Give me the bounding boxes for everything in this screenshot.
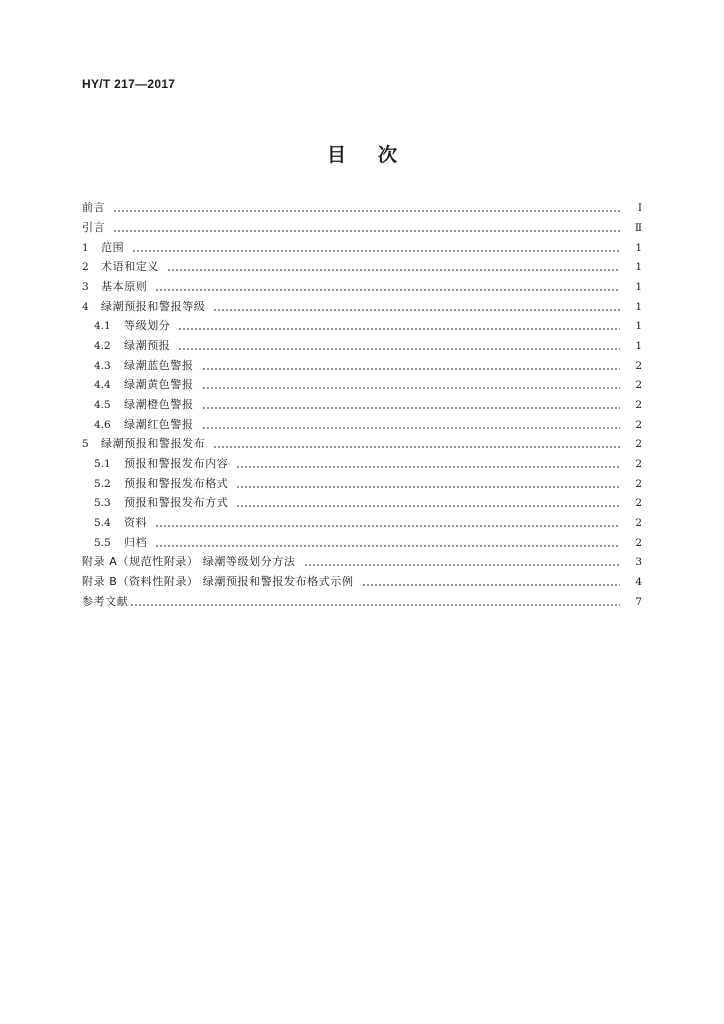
- toc-entry-number: 4.6: [94, 418, 111, 431]
- toc-entry[interactable]: [82, 454, 642, 474]
- toc-entry-label: 参考文献: [82, 594, 129, 608]
- toc-dot-leader: [178, 339, 620, 353]
- toc-entry-number: 5.5: [94, 536, 111, 549]
- toc-entry-label: 预报和警报发布方式: [124, 496, 229, 509]
- toc-entry-number: 4.4: [94, 379, 111, 391]
- toc-entry-number: 4.1: [94, 320, 111, 332]
- toc-entry-label: 预报和警报发布格式: [124, 476, 229, 490]
- toc-entry-label: 附录 B（资料性附录） 绿潮预报和警报发布格式示例: [82, 575, 354, 588]
- toc-dot-leader: [202, 418, 620, 432]
- toc-entry[interactable]: [82, 238, 642, 257]
- toc-entry-label: 术语和定义: [101, 260, 159, 273]
- toc-entry[interactable]: [82, 198, 642, 218]
- toc-entry-number: 1: [82, 241, 89, 254]
- toc-entry-page: 3: [635, 556, 642, 568]
- toc-entry-label: 前言: [82, 201, 106, 214]
- toc-entry-page: 4: [635, 576, 642, 588]
- toc-entry[interactable]: [82, 474, 642, 493]
- toc-entry-page: 2: [635, 458, 642, 470]
- toc-entry[interactable]: [82, 336, 642, 356]
- toc-entry[interactable]: [82, 297, 642, 316]
- toc-entry[interactable]: [82, 218, 642, 238]
- toc-title: 目次: [326, 144, 429, 166]
- toc-entry[interactable]: [82, 316, 642, 336]
- toc-entry[interactable]: [82, 552, 642, 572]
- toc-entry[interactable]: [82, 257, 642, 277]
- toc-entry[interactable]: [82, 277, 642, 297]
- toc-entry-label: 绿潮预报: [124, 339, 171, 352]
- toc-dot-leader: [236, 477, 620, 491]
- toc-dot-leader: [213, 437, 620, 451]
- toc-dot-leader: [130, 595, 620, 609]
- toc-entry-label: 资料: [124, 516, 148, 529]
- toc-dot-leader: [236, 496, 620, 510]
- toc-dot-leader: [202, 398, 620, 412]
- toc-entry-page: 1: [635, 281, 642, 293]
- toc-entry-page: 1: [635, 320, 642, 332]
- toc-entry-number: 5.3: [94, 497, 111, 509]
- toc-entry-number: 5.4: [94, 517, 111, 529]
- toc-dot-leader: [362, 575, 620, 589]
- toc-entry-label: 附录 A（规范性附录） 绿潮等级划分方法: [82, 555, 296, 568]
- toc-entry-label: 等级划分: [124, 319, 171, 332]
- toc-entry-page: 1: [635, 340, 642, 352]
- toc-entry[interactable]: [82, 592, 642, 611]
- toc-entry-page: 1: [635, 241, 642, 254]
- toc-entry-page: 2: [635, 536, 642, 549]
- toc-dot-leader: [113, 221, 620, 235]
- document-code: HY/T 217—2017: [82, 77, 176, 91]
- toc-dot-leader: [236, 457, 620, 471]
- toc-dot-leader: [132, 241, 620, 255]
- toc-dot-leader: [155, 516, 620, 530]
- toc-entry-number: 4.2: [94, 340, 111, 352]
- toc-entry-label: 范围: [101, 240, 125, 254]
- toc-entry[interactable]: [82, 395, 642, 415]
- toc-entry-label: 绿潮预报和警报等级: [101, 299, 206, 313]
- toc-dot-leader: [155, 536, 620, 550]
- toc-entry-label: 基本原则: [101, 280, 148, 293]
- toc-entry[interactable]: [82, 415, 642, 434]
- toc-entry-page: Ⅰ: [637, 202, 642, 214]
- toc-entry-number: 4.3: [94, 359, 111, 372]
- toc-entry-number: 5.1: [94, 458, 111, 470]
- toc-entry-page: 2: [635, 399, 642, 411]
- toc-entry-number: 4.5: [94, 399, 111, 411]
- toc-dot-leader: [113, 201, 620, 215]
- toc-entry-label: 预报和警报发布内容: [124, 457, 229, 470]
- toc-entry-number: 2: [82, 261, 89, 273]
- toc-entry-number: 5.2: [94, 477, 111, 490]
- toc-entry[interactable]: [82, 434, 642, 454]
- toc-entry-page: 1: [635, 300, 642, 313]
- toc-entry[interactable]: [82, 572, 642, 592]
- toc-entry-label: 绿潮预报和警报发布: [101, 437, 206, 450]
- toc-entry[interactable]: [82, 533, 642, 552]
- toc-entry-page: 2: [635, 359, 642, 372]
- toc-entry-number: 5: [82, 438, 89, 450]
- toc-entry-label: 绿潮蓝色警报: [124, 358, 194, 372]
- toc-entry-label: 绿潮橙色警报: [124, 398, 194, 411]
- toc-entry-page: 2: [635, 418, 642, 431]
- toc-entry[interactable]: [82, 493, 642, 513]
- toc-entry-page: Ⅱ: [634, 222, 642, 234]
- toc-entry-page: 1: [635, 261, 642, 273]
- toc-dot-leader: [304, 555, 620, 569]
- toc-entry[interactable]: [82, 375, 642, 395]
- toc-entry-page: 2: [635, 438, 642, 450]
- toc-entry-label: 引言: [82, 221, 106, 234]
- toc-entry[interactable]: [82, 356, 642, 375]
- toc-dot-leader: [167, 260, 620, 274]
- toc-dot-leader: [202, 359, 620, 373]
- toc-dot-leader: [202, 378, 620, 392]
- table-of-contents: [82, 198, 642, 611]
- toc-entry-page: 2: [635, 379, 642, 391]
- toc-entry-page: 2: [635, 477, 642, 490]
- toc-entry-page: 2: [635, 497, 642, 509]
- toc-dot-leader: [155, 280, 620, 294]
- toc-entry-number: 4: [82, 300, 89, 313]
- toc-entry-label: 归档: [124, 535, 148, 549]
- toc-entry-label: 绿潮红色警报: [124, 417, 194, 431]
- toc-dot-leader: [178, 319, 620, 333]
- toc-entry-label: 绿潮黄色警报: [124, 378, 194, 391]
- toc-entry[interactable]: [82, 513, 642, 533]
- toc-entry-page: 2: [635, 517, 642, 529]
- toc-entry-number: 3: [82, 281, 89, 293]
- toc-dot-leader: [213, 300, 620, 314]
- toc-entry-page: 7: [635, 595, 642, 608]
